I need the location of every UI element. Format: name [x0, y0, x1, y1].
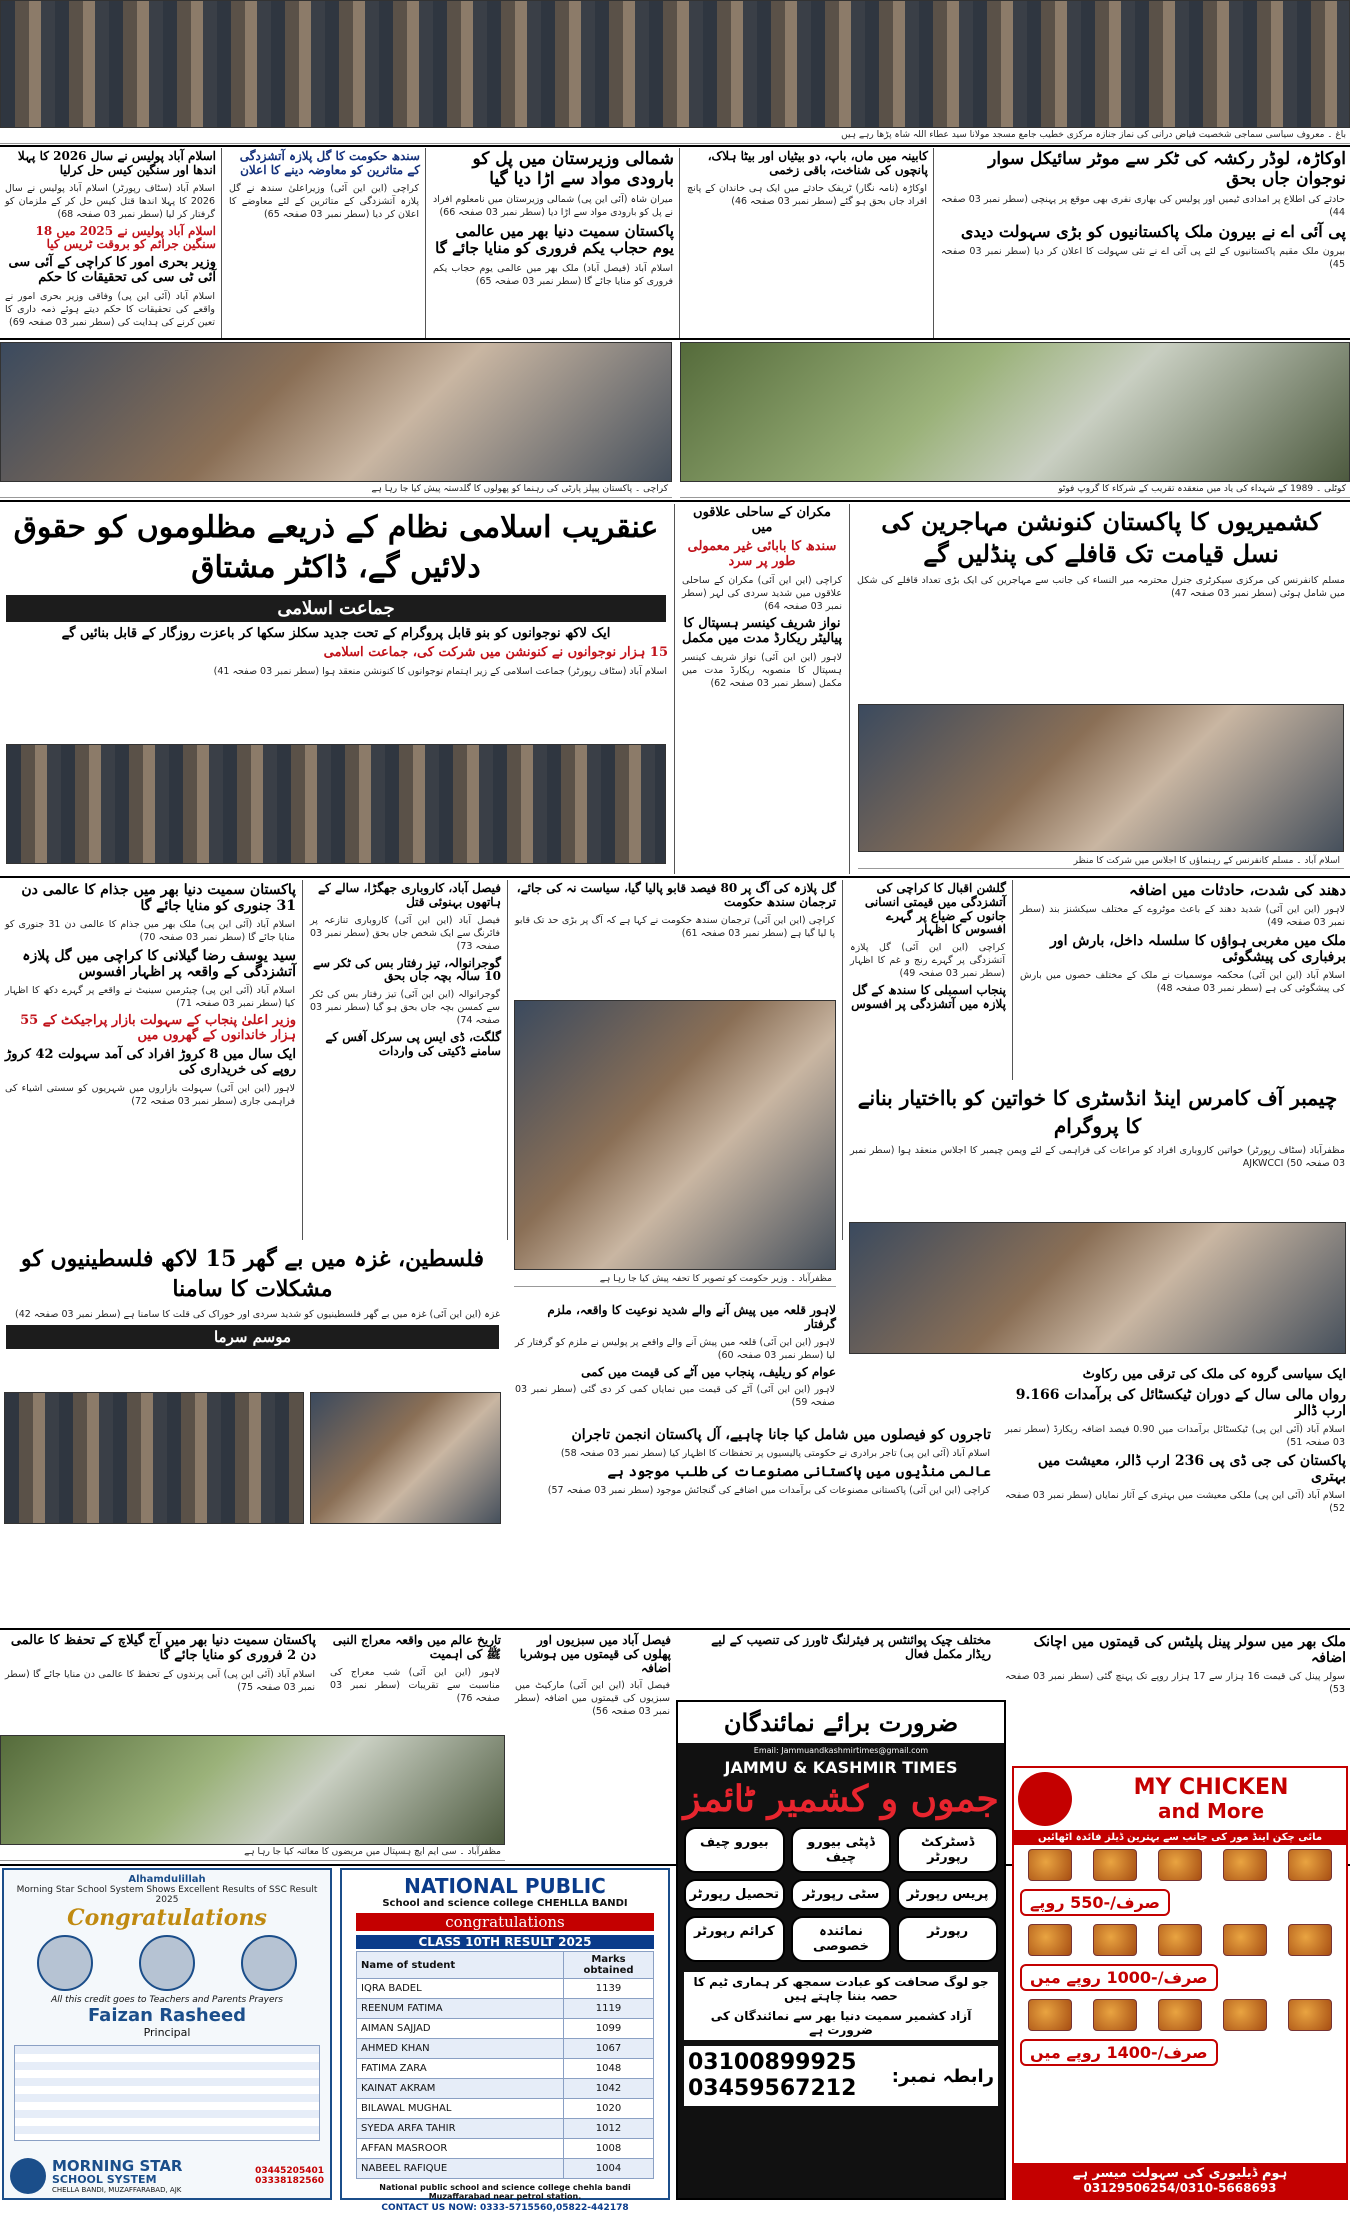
food-item-icon: [1223, 1849, 1267, 1881]
table-row: REENUM FATIMA 1119: [357, 1999, 654, 2019]
top-banner-caption: باغ ۔ معروف سیاسی سماجی شخصیت فیاض درانی کی نماز جنازہ مرکزی خطیب جامع مسجد مولانا سید عطاء اللہ شاہ پڑھا رہے ہیں: [0, 128, 1350, 144]
headline: اسلام آباد پولیس نے سال 2026 کا پہلا اندھا اور سنگین کیس حل کرلیا: [17, 149, 216, 177]
bottom-story-2: [325, 1632, 505, 1732]
role-badge: کرائم رپورٹر: [684, 1916, 785, 1962]
jk-email: Email: Jammuandkashmirtimes@gmail.com: [753, 1746, 929, 1755]
headline: فیصل آباد میں سبزیوں اور پھلوں کی قیمتوں میں ہوشربا اضافہ: [519, 1633, 671, 1675]
role-badge: بیورو چیف: [684, 1827, 785, 1873]
jk-note-2: آزاد کشمیر سمیت دنیا بھر سے نمائندگان کی ضرورت ہے: [684, 2006, 998, 2040]
mid-photo-gift: [514, 1000, 836, 1270]
np-contact: CONTACT US NOW: 0333-5715560,05822-442178: [381, 2203, 629, 2213]
chicken-title-1: MY CHICKEN: [1133, 1775, 1289, 1800]
chicken-tagline: مائی چکن اینڈ مور کی جانب سے بہترین ڈیلز فائدہ اٹھائیں: [1014, 1830, 1346, 1845]
hospital-photo-caption: مظفرآباد ۔ سی ایم ایچ ہسپتال میں مریضوں کا معائنہ کیا جا رہا ہے: [0, 1845, 505, 1861]
headline: ملک میں مغربی ہواؤں کا سلسلہ داخل، بارش اور برفباری کی پیشگوئی: [1050, 933, 1346, 966]
food-item-icon: [1028, 1849, 1072, 1881]
exports-story: [1000, 1366, 1350, 1626]
mid-photo-caption: مظفرآباد ۔ وزیر حکومت کو تصویر کا تحفہ پیش کیا جا رہا ہے: [514, 1272, 836, 1287]
role-badge: سٹی رپورٹر: [791, 1879, 892, 1910]
headline: سید یوسف رضا گیلانی کا کراچی میں گل پلازہ آتشزدگی کے واقعہ پر اظہار افسوس: [22, 948, 296, 981]
headline: پاکستان سمیت دنیا بھر میں عالمی یوم حجاب یکم فروری کو منایا جائے گا: [435, 222, 674, 258]
story-text: لاہور (این این آئی) نواز شریف کینسر ہسپتال کا منصوبہ ریکارڈ مدت میں مکمل (سطر نمبر 03 صفحہ 62): [682, 651, 842, 689]
bottom-story-5: [1000, 1632, 1350, 1762]
headline: 15 ہزار نوجوانوں نے کنونشن میں شرکت کی، جماعت اسلامی: [323, 644, 668, 660]
chicken-phones: 03129506254/0310-5668693: [1083, 2181, 1277, 2195]
story-text: بیرون ملک مقیم پاکستانیوں کے لئے پی آئی اے نے نئی سہولت کا اعلان کر دیا (سطر نمبر 03 صفحہ 45): [941, 246, 1346, 271]
jamaat-headline: عنقریب اسلامی نظام کے ذریعے مظلوموں کو حقوق دلائیں گے، ڈاکٹر مشتاق: [13, 510, 659, 585]
headline: پی آئی اے نے بیرون ملک پاکستانیوں کو بڑی سہولت دیدی: [960, 222, 1346, 242]
story-islamabad-police: [0, 148, 220, 338]
top-banner-photo: [0, 0, 1350, 128]
role-badge: پریس رپورٹر: [897, 1879, 998, 1910]
food-item-icon: [1093, 1849, 1137, 1881]
story-text: کراچی (این این آئی) ترجمان سندھ حکومت نے کہا ہے کہ آگ پر بڑی حد تک قابو پا لیا گیا ہے (سطر نمبر 03 صفحہ 61): [515, 914, 835, 939]
headline: ملک بھر میں سولر پینل پلیٹس کی قیمتوں میں اچانک اضافہ: [1033, 1634, 1346, 1667]
table-row: AHMED KHAN 1067: [357, 2039, 654, 2059]
table-row: SYEDA ARFA TAHIR 1012: [357, 2119, 654, 2139]
story-text: لاہور (این این آئی) سہولت بازاروں میں شہریوں کو سستی اشیاء کی فراہمی جاری (سطر نمبر 03 صفحہ 72): [5, 1083, 295, 1108]
story-text: اسلام آباد (سٹاف رپورٹر) جماعت اسلامی کے زیر اہتمام نوجوانوں کا کنونشن منعقد ہوا (سطر نمبر 03 صفحہ 41): [213, 665, 667, 677]
kashmir-photo: [858, 704, 1344, 852]
ms-address: CHELLA BANDI, MUZAFFARABAD, AJK: [52, 2186, 182, 2194]
kashmir-headline: کشمیریوں کا پاکستان کنونشن مہاجرین کی نسل قیامت تک قافلے کی پنڈلیں گے: [881, 507, 1321, 568]
role-badge: نمائندہ خصوصی: [791, 1916, 892, 1962]
headline: نواز شریف کینسر ہسپتال کا پیالیٹر ریکارڈ مدت میں مکمل: [682, 615, 842, 646]
ms-motto: All this credit goes to Teachers and Parents Prayers: [51, 1995, 283, 2005]
food-item-icon: [1288, 1924, 1332, 1956]
jamaat-lead: ایک لاکھ نوجوانوں کو بنو قابل پروگرام کے تحت جدید سکلز سکھا کر باعزت روزگار کے قابل بنائیں گے: [61, 626, 611, 641]
food-item-icon: [1028, 1924, 1072, 1956]
bottom-story-4: [680, 1632, 995, 1692]
story-text: سولر پینل کی قیمت 16 ہزار سے 17 ہزار روپے تک پہنچ گئی (سطر نمبر 03 صفحہ 53): [1005, 1671, 1346, 1696]
story-text: فیصل آباد (این این آئی) مارکیٹ میں سبزیوں کی قیمتوں میں اضافہ (سطر نمبر 03 صفحہ 56): [515, 1680, 670, 1718]
story-text: فیصل آباد (این این آئی) کاروباری تنازعہ پر فائرنگ سے ایک شخص جاں بحق (سطر نمبر 03 صفحہ 73): [310, 914, 500, 952]
story-text: اوکاڑہ (نامہ نگار) ٹریفک حادثے میں ایک ہی خاندان کے پانچ افراد جاں بحق ہو گئے (سطر نمبر 03 صفحہ 46): [687, 182, 927, 207]
story-text: مسلم کانفرنس کی مرکزی سیکرٹری جنرل محترمہ میر النساء کی جانب سے مہاجرین کی ایک بڑی تعداد قافلے کی شکل میں شامل ہوئی (سطر نمبر 03 صفحہ 47): [857, 575, 1345, 599]
ms-line: Morning Star School System Shows Excellent Results of SSC Result 2025: [16, 1885, 318, 1905]
story-text: کراچی (این این آئی) وزیراعلیٰ سندھ نے گل پلازہ آتشزدگی کے متاثرین کے لئے معاوضے کا اعلان کر دیا (سطر نمبر 03 صفحہ 65): [229, 182, 419, 220]
headline: ایک سال میں 8 کروڑ افراد کی آمد سہولت 42 کروڑ روپے کی خریداری کی: [5, 1047, 296, 1078]
ad-my-chicken: [1012, 1766, 1348, 2200]
role-badge: ڈپٹی بیورو چیف: [791, 1827, 892, 1873]
mid-col-1: [0, 880, 300, 1240]
story-text: حادثے کی اطلاع پر امدادی ٹیمیں اور پولیس کی بھاری نفری بھی موقع پر پہنچی (سطر نمبر 03 صفحہ 44): [941, 194, 1345, 219]
headline: اسلام آباد پولیس نے 2025 میں 18 سنگین جرائم کو بروقت ٹریس کیا: [35, 223, 216, 252]
ms-sub: SCHOOL SYSTEM: [52, 2173, 157, 2186]
headline: مکران کے ساحلی علاقوں میں: [693, 505, 831, 535]
story-text: اسلام آباد (فیصل آباد) ملک بھر میں عالمی یوم حجاب یکم فروری کو منایا جائے گا (سطر نمبر 03 صفحہ 65): [433, 262, 673, 287]
headline: عالمی منڈیوں میں پاکستانی مصنوعات کی طلب موجود ہے: [607, 1464, 991, 1481]
photo-group-kotli-caption: کوٹلی ۔ 1989 کے شہداء کی یاد میں منعقدہ تقریب کے شرکاء کا گروپ فوٹو: [680, 482, 1350, 498]
deal-price: صرف/-1400 روپے میں: [1020, 2039, 1218, 2066]
photo-bouquet-caption: کراچی ۔ پاکستان پیپلز پارٹی کی رہنما کو پھولوں کا گلدستہ پیش کیا جا رہا ہے: [0, 482, 672, 498]
np-footer: National public school and science college chehla bandi Muzaffarabad near petrol station.: [379, 2183, 631, 2201]
ms-top: Alhamdulillah: [128, 1874, 206, 1885]
food-item-icon: [1158, 1924, 1202, 1956]
jk-contact-label: رابطہ نمبر:: [891, 2065, 994, 2087]
jamaat-subbar: جماعت اسلامی: [6, 595, 666, 622]
story-text: لاہور (این این آئی) آٹے کی قیمت میں نمایاں کمی کر دی گئی (سطر نمبر 03 صفحہ 59): [515, 1384, 835, 1409]
story-text: اسلام آباد (سٹاف رپورٹر) اسلام آباد پولیس نے سال 2026 کا پہلا اندھا قتل کیس حل کر کے ملزمان کو گرفتار کر لیا (سطر نمبر 03 صفحہ 68): [5, 182, 215, 220]
bottom-story-1: [0, 1632, 320, 1732]
story-text: کراچی (این این آئی) مکران کے ساحلی علاقوں میں شدید سردی کی لہر (سطر نمبر 03 صفحہ 64): [682, 574, 842, 612]
jk-header: ضرورت برائے نمائندگان: [678, 1702, 1004, 1743]
table-row: AFFAN MASROOR 1008: [357, 2139, 654, 2159]
kashmir-convention-story: [852, 504, 1350, 874]
chamber-story: [845, 1082, 1350, 1362]
story-sindh-compensation: [224, 148, 424, 338]
story-text: اسلام آباد (آئی این پی) ملکی معیشت میں بہتری کے آثار نمایاں (سطر نمبر 03 صفحہ 52): [1005, 1490, 1345, 1515]
jamaat-photo: [6, 744, 666, 864]
food-item-icon: [1223, 1999, 1267, 2031]
headline: تاریخ عالم میں واقعہ معراج النبی ﷺ کی اہمیت: [332, 1633, 501, 1661]
ms-phone: 03445205401: [255, 2166, 324, 2176]
headline: وزیر اعلیٰ پنجاب کے سہولت بازار پراجیکٹ کے 55 ہزار خاندانوں کے گھروں میں: [20, 1013, 296, 1044]
story-text: اسلام آباد (آئی این پی) ٹیکسٹائل برآمدات میں 0.90 فیصد اضافہ ریکارڈ (سطر نمبر 03 صفحہ 51): [1005, 1424, 1345, 1449]
jk-phone: 03459567212: [688, 2076, 857, 2101]
food-item-icon: [1223, 1924, 1267, 1956]
headline: ایک سیاسی گروہ کی ملک کی ترقی میں رکاوٹ: [1082, 1367, 1346, 1382]
story-text: گوجرانوالہ (این این آئی) تیز رفتار بس کی ٹکر سے کمسن بچہ جاں بحق ہو گیا (سطر نمبر 03 صفحہ 74): [310, 989, 500, 1027]
lahore-story: [510, 1302, 840, 1420]
mid-col-4: [845, 880, 1010, 1080]
headline: لاہور قلعہ میں پیش آنے والے شدید نوعیت کا واقعہ، ملزم گرفتار: [547, 1303, 836, 1331]
deal-price: صرف/-550 روپے: [1020, 1889, 1170, 1916]
makran-story: [677, 504, 847, 874]
story-text: اسلام آباد (این این آئی) محکمہ موسمیات نے ملک کے مختلف حصوں میں بارش کی پیشگوئی کی ہے (سطر نمبر 03 صفحہ 48): [1020, 970, 1345, 995]
story-text: اسلام آباد (آئی این پی) ملک بھر میں جذام کا عالمی دن 31 جنوری کو منایا جائے گا (سطر نمبر 03 صفحہ 70): [5, 919, 295, 944]
headline: پنجاب اسمبلی کا سندھ کے گل پلازہ میں آتشزدگی پر افسوس: [851, 983, 1006, 1011]
table-row: KAINAT AKRAM 1042: [357, 2079, 654, 2099]
headline: سندھ حکومت کا گل پلازہ آتشزدگی کے متاثرین کو معاوضہ دینے کا اعلان: [239, 149, 420, 177]
jk-note-1: جو لوگ صحافت کو عبادت سمجھ کر ہماری ٹیم کا حصہ بننا چاہتے ہیں: [684, 1972, 998, 2006]
story-text: اسلام آباد (آئی این پی) وفاقی وزیر بحری امور نے واقعے کی تحقیقات کا حکم دیتے ہوئے ذمہ داری کا تعین کرنے کی ہدایت کی (سطر نمبر 03 صفحہ 69): [5, 291, 215, 329]
photo-bouquet: [0, 342, 672, 482]
story-text: غزہ (این این آئی) غزہ میں بے گھر فلسطینیوں کو شدید سردی اور خوراک کی قلت کا سامنا ہے (سطر نمبر 03 صفحہ 42): [15, 1309, 500, 1320]
gaza-bar: موسم سرما: [6, 1325, 499, 1349]
role-badge: ڈسٹرکٹ رپورٹر: [897, 1827, 998, 1873]
headline: اوکاڑہ، لوڈر رکشہ کی ٹکر سے موٹر سائیکل سوار نوجوان جاں بحق: [988, 149, 1346, 189]
chamber-headline: چیمبر آف کامرس اینڈ انڈسٹری کا خواتین کو بااختیار بنانے کا پروگرام: [857, 1086, 1338, 1138]
school-logo-icon: [10, 2158, 46, 2194]
role-badge: رپورٹر: [897, 1916, 998, 1962]
headline: شمالی وزیرستان میں پل کو بارودی مواد سے اڑا دیا گیا: [472, 149, 674, 189]
gaza-story: [0, 1242, 505, 1532]
ms-result-list: [14, 2045, 320, 2141]
business-story: [510, 1425, 995, 1625]
np-results-table: [356, 1951, 654, 2179]
mid-col-2: [305, 880, 505, 1240]
table-row: FATIMA ZARA 1048: [357, 2059, 654, 2079]
headline: دھند کی شدت، حادثات میں اضافہ: [1129, 881, 1346, 899]
headline: گل پلازہ کی آگ پر 80 فیصد قابو پالیا گیا، سیاست نہ کی جائے، ترجمان سندھ حکومت: [516, 881, 836, 909]
jamaat-islami-story: [0, 504, 672, 874]
photo-group-kotli: [680, 342, 1350, 482]
ad-jk-times: [676, 1700, 1006, 2200]
ad-national-public: [340, 1868, 670, 2213]
story-okara-family: [682, 148, 932, 338]
gaza-photo: [4, 1392, 304, 1524]
headline: وزیر بحری امور کا کراچی کے آئی سی آئی ٹی سی کی تحقیقات کا حکم: [8, 255, 216, 286]
ms-name: MORNING STAR: [52, 2157, 183, 2175]
chamber-photo: [849, 1222, 1346, 1354]
story-text: اسلام آباد (آئی این پی) تاجر برادری نے حکومتی پالیسیوں پر تحفظات کا اظہار کیا (سطر نمبر 03 صفحہ 58): [560, 1448, 990, 1460]
food-item-icon: [1093, 1924, 1137, 1956]
bottom-story-3: [510, 1632, 675, 1752]
ad-morning-star: [2, 1868, 332, 2200]
headline: فیصل آباد، کاروباری جھگڑا، سالے کے ہاتھوں بہنوئی قتل: [318, 881, 501, 909]
story-waziristan: [428, 148, 678, 338]
headline: سندھ کا بابائی غیر معمولی طور پر سرد: [687, 538, 837, 569]
chicken-title-2: and More: [1157, 1799, 1265, 1823]
rooster-logo-icon: [1018, 1772, 1072, 1826]
headline: عوام کو ریلیف، پنجاب میں آٹے کی قیمت میں کمی: [581, 1364, 836, 1379]
food-item-icon: [1158, 1999, 1202, 2031]
food-item-icon: [1093, 1999, 1137, 2031]
deal-price: صرف/-1000 روپے میں: [1020, 1964, 1218, 1991]
story-text: مظفرآباد (سٹاف رپورٹر) خواتین کاروباری افراد کو مراعات کی فراہمی کے لئے ویمن چیمبر کا اجلاس منعقد ہوا (سطر نمبر 03 صفحہ 50) AJKWCCI: [850, 1145, 1345, 1169]
story-okara-accident: [936, 148, 1350, 338]
headline: پاکستان کی جی ڈی پی 236 ارب ڈالر، معیشت میں بہتری: [1037, 1453, 1346, 1486]
headline: گلشن اقبال کا کراچی کی آتشزدگی میں قیمتی انسانی جانوں کے ضیاع پر گہرے افسوس کا اظہار: [864, 881, 1006, 937]
role-badge: تحصیل رپورٹر: [684, 1879, 785, 1910]
col-header: Marks obtained: [564, 1952, 654, 1979]
student-avatar: [37, 1935, 93, 1991]
table-row: BILAWAL MUGHAL 1020: [357, 2099, 654, 2119]
story-text: لاہور (این این آئی) قلعہ میں پیش آنے والے واقعے پر پولیس نے ملزم کو گرفتار کر لیا (سطر نمبر 03 صفحہ 60): [515, 1336, 835, 1361]
table-row: AIMAN SAJJAD 1099: [357, 2019, 654, 2039]
jk-roles-grid: [678, 1821, 1004, 1968]
kashmir-photo-caption: اسلام آباد ۔ مسلم کانفرنس کے رہنماؤں کا اجلاس میں شرکت کا منظر: [858, 854, 1344, 869]
story-text: اسلام آباد (آئی این پی) چیئرمین سینیٹ نے واقعے پر گہرے دکھ کا اظہار کیا (سطر نمبر 03 صفحہ 71): [5, 985, 295, 1010]
ms-principal-title: Principal: [143, 2026, 191, 2039]
np-subtitle: School and science college CHEHLLA BANDI: [382, 1898, 628, 1909]
food-item-icon: [1158, 1849, 1202, 1881]
table-row: IQRA BADEL 1139: [357, 1979, 654, 1999]
food-item-icon: [1288, 1849, 1332, 1881]
hospital-photo: [0, 1735, 505, 1845]
story-text: اسلام آباد (آئی این پی) آبی پرندوں کے تحفظ کا عالمی دن منایا جائے گا (سطر نمبر 03 صفحہ 75): [5, 1668, 315, 1693]
headline: پاکستان سمیت دنیا بھر میں آج گیلاچ کے تحفظ کا عالمی دن 2 فروری کو منایا جائے گا: [10, 1633, 316, 1663]
headline: رواں مالی سال کے دوران ٹیکسٹائل کی برآمدات 9.166 ارب ڈالر: [1015, 1386, 1346, 1420]
ms-congrats: Congratulations: [67, 1905, 267, 1931]
col-header: Name of student: [357, 1952, 564, 1979]
mid-col-3: [510, 880, 840, 1300]
gaza-photo-2: [310, 1392, 501, 1524]
headline: گوجرانوالہ، تیز رفتار بس کی ٹکر سے 10 سالہ بچہ جاں بحق: [313, 955, 501, 984]
student-avatar: [241, 1935, 297, 1991]
food-item-icon: [1028, 1999, 1072, 2031]
table-row: NABEEL RAFIQUE 1004: [357, 2159, 654, 2179]
food-item-icon: [1288, 1999, 1332, 2031]
headline: کابینہ میں ماں، باپ، دو بیٹیاں اور بیٹا ہلاک، پانچوں کی شناخت، باقی زخمی: [707, 149, 928, 177]
chicken-footer: ہوم ڈیلیوری کی سہولت میسر ہے: [1072, 2166, 1288, 2181]
headline: پاکستان سمیت دنیا بھر میں جذام کا عالمی دن 31 جنوری کو منایا جائے گا: [21, 882, 296, 915]
ms-principal-name: Faizan Rasheed: [87, 2005, 247, 2026]
story-text: کراچی (این این آئی) گل پلازہ آتشزدگی پر گہرے رنج و غم کا اظہار (سطر نمبر 03 صفحہ 49): [850, 942, 1005, 980]
np-congrats: congratulations: [356, 1913, 654, 1931]
headline: مختلف چیک پوائنٹس پر فیئرلنگ ٹاورز کی تنصیب کے لیے ریڈار مکمل فعال: [711, 1633, 991, 1661]
jk-urdu-name: جموں و کشمیر ٹائمز: [683, 1778, 999, 1820]
gaza-headline: فلسطین، غزہ میں بے گھر 15 لاکھ فلسطینیوں کو مشکلات کا سامنا: [20, 1246, 484, 1302]
jk-english-name: JAMMU & KASHMIR TIMES: [724, 1758, 958, 1777]
story-text: کراچی (این این آئی) پاکستانی مصنوعات کی برآمدات میں اضافے کی گنجائش موجود (سطر نمبر 03 صفحہ 57): [547, 1485, 990, 1497]
student-avatar: [139, 1935, 195, 1991]
mid-col-5: [1015, 880, 1350, 1080]
story-text: لاہور (این این آئی) شب معراج کی مناسبت سے تقریبات (سطر نمبر 03 صفحہ 76): [330, 1666, 500, 1704]
ms-phone: 03338182560: [255, 2176, 324, 2186]
headline: تاجروں کو فیصلوں میں شامل کیا جانا چاہیے، آل پاکستان انجمن تاجران: [571, 1427, 991, 1443]
story-text: لاہور (این این آئی) شدید دھند کے باعث موٹروے کے مختلف سیکشنز بند (سطر نمبر 03 صفحہ 49): [1020, 904, 1345, 929]
jk-phone: 03100899925: [688, 2050, 857, 2075]
np-name: NATIONAL PUBLIC: [404, 1874, 606, 1898]
headline: گلگت، ڈی ایس پی سرکل آفس کے سامنے ڈکیتی کی واردات: [325, 1030, 501, 1058]
np-result-title: CLASS 10TH RESULT 2025: [356, 1935, 654, 1949]
story-text: میران شاہ (آئی این پی) شمالی وزیرستان میں نامعلوم افراد نے پل کو بارودی مواد سے اڑا دیا (سطر نمبر 03 صفحہ 66): [433, 194, 673, 219]
